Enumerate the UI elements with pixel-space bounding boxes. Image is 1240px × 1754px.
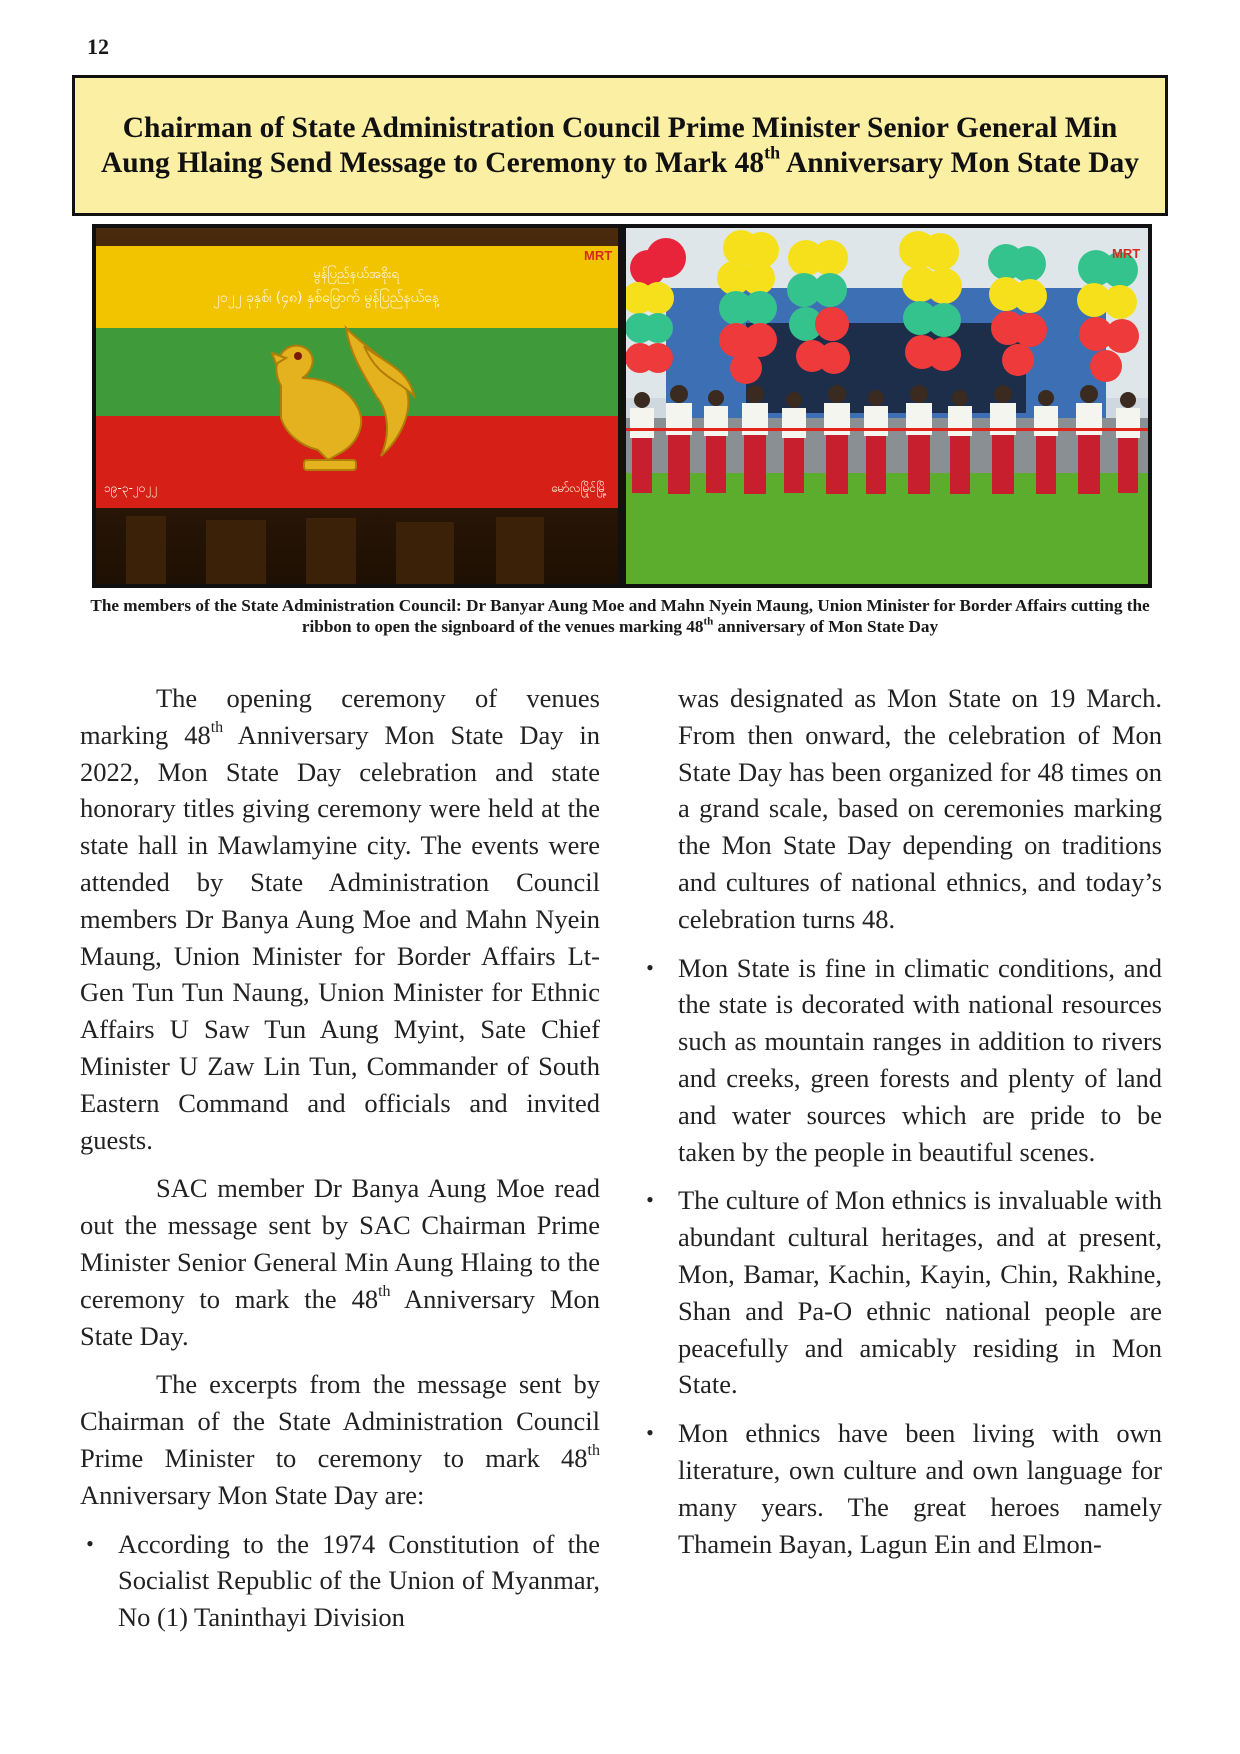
headline	[95, 111, 1145, 181]
caption-text-end: anniversary of Mon State Day	[713, 617, 939, 636]
bullet-item-4	[640, 1415, 1162, 1562]
watermark-right: MRT	[1112, 246, 1141, 261]
caption-superscript: th	[703, 615, 714, 628]
screen-banner-line2: ၂၀၂၂ ခုနှစ်၊ (၄၈) နှစ်မြောက် မွန်ပြည်နယ်နေ့	[213, 290, 439, 306]
paragraph-text: Anniversary Mon State Day.	[80, 1283, 600, 1351]
bullet-icon: •	[86, 1530, 94, 1556]
photo-ribbon-cutting	[622, 224, 1152, 588]
bullet-1-continuation: was designated as Mon State on 19 March. From then onward, the celebration of Mon State Day has been organized for 48 times on a grand scale, based on ceremonies marking the Mon State Day depending on traditions and cultures of national ethnics, and today’s celebration turns 48.	[678, 683, 1162, 934]
caption-text: The members of the State Administration Council: Dr Banyar Aung Moe and Mahn Nyein Maung, Union Minister for Border Affairs cutting the ribbon to open the signboard of the venues marking 48	[90, 596, 1150, 636]
superscript: th	[587, 1441, 600, 1459]
bullet-text: The culture of Mon ethnics is invaluable with abundant cultural heritages, and at present, Mon, Bamar, Kachin, Kayin, Chin, Rakhine, Shan and Pa-O ethnic national people are peacefully and amicably residing in Mon State.	[678, 1185, 1162, 1400]
bullet-icon: •	[646, 954, 654, 980]
bullet-text: Mon ethnics have been living with own literature, own culture and own language for many years. The great heroes namely Thamein Bayan, Lagun Ein and Elmon-	[678, 1418, 1162, 1559]
screen-date: ၁၉-၃-၂၀၂၂	[104, 481, 158, 495]
paragraph-text: SAC member Dr Banya Aung Moe read out the message sent by SAC Chairman Prime Minister Senior General Min Aung Hlaing to the ceremony to mark the 48	[80, 1173, 600, 1314]
flag-yellow-band	[96, 246, 618, 328]
flag-screen-image	[96, 228, 618, 584]
headline-text-end: Anniversary Mon State Day	[780, 146, 1140, 179]
superscript: th	[378, 1282, 391, 1300]
headline-text: Chairman of State Administration Council Prime Minister Senior General Min Aung Hlaing Send Message to Ceremony to Mark 48	[100, 111, 1118, 179]
bullet-icon: •	[646, 1420, 654, 1446]
bullet-item-1	[80, 1526, 600, 1636]
bullet-text: Mon State is fine in climatic conditions, and the state is decorated with national resources such as mountain ranges in addition to rivers and creeks, green forests and plenty of land and water sources which are pride to be taken by the people in beautiful scenes.	[678, 952, 1162, 1167]
photo-caption	[88, 595, 1152, 637]
paragraph-text: Anniversary Mon State Day in 2022, Mon State Day celebration and state honorary titles giving ceremony were held at the state hall in Mawlamyine city. The events were attended by State Administration Council members Dr Banya Aung Moe and Mahn Nyein Maung, Union Minister for Border Affairs Lt-Gen Tun Tun Naung, Union Minister for Ethnic Affairs U Saw Tun Aung Myint, Sate Chief Minister U Zaw Lin Tun, Commander of South Eastern Command and officials and invited guests.	[80, 719, 600, 1155]
ribbon-cutting-image	[626, 228, 1148, 584]
bullet-text: According to the 1974 Constitution of the Socialist Republic of the Union of Myanmar, No (1) Taninthayi Division	[118, 1528, 600, 1633]
photo-flag-screen	[92, 224, 622, 588]
page-number: 12	[87, 34, 109, 59]
left-column	[80, 680, 600, 1648]
superscript: th	[210, 718, 224, 736]
paragraph-text: The excerpts from the message sent by Chairman of the State Administration Council Prime Minister to ceremony to mark 48	[80, 1369, 600, 1473]
paragraph-message-read	[80, 1170, 600, 1354]
bullet-icon: •	[646, 1187, 654, 1213]
screen-corner-text: မော်လမြိုင်မြို့	[551, 481, 607, 495]
screen-banner-line1: မွန်ပြည်နယ်အစိုးရ	[313, 267, 399, 282]
lawn	[626, 468, 1148, 584]
paragraph-text: The opening ceremony of venues marking 48	[80, 683, 600, 750]
ribbon	[626, 428, 1148, 431]
paragraph-excerpts-intro	[80, 1366, 600, 1513]
headline-box	[72, 75, 1168, 216]
bullet-item-3	[640, 1182, 1162, 1403]
bullet-item-2	[640, 950, 1162, 1171]
watermark-left: MRT	[584, 248, 613, 263]
headline-superscript: th	[764, 142, 781, 162]
right-column	[646, 680, 1162, 1574]
paragraph-opening	[80, 680, 600, 1158]
paragraph-text: Anniversary Mon State Day are:	[80, 1479, 425, 1510]
